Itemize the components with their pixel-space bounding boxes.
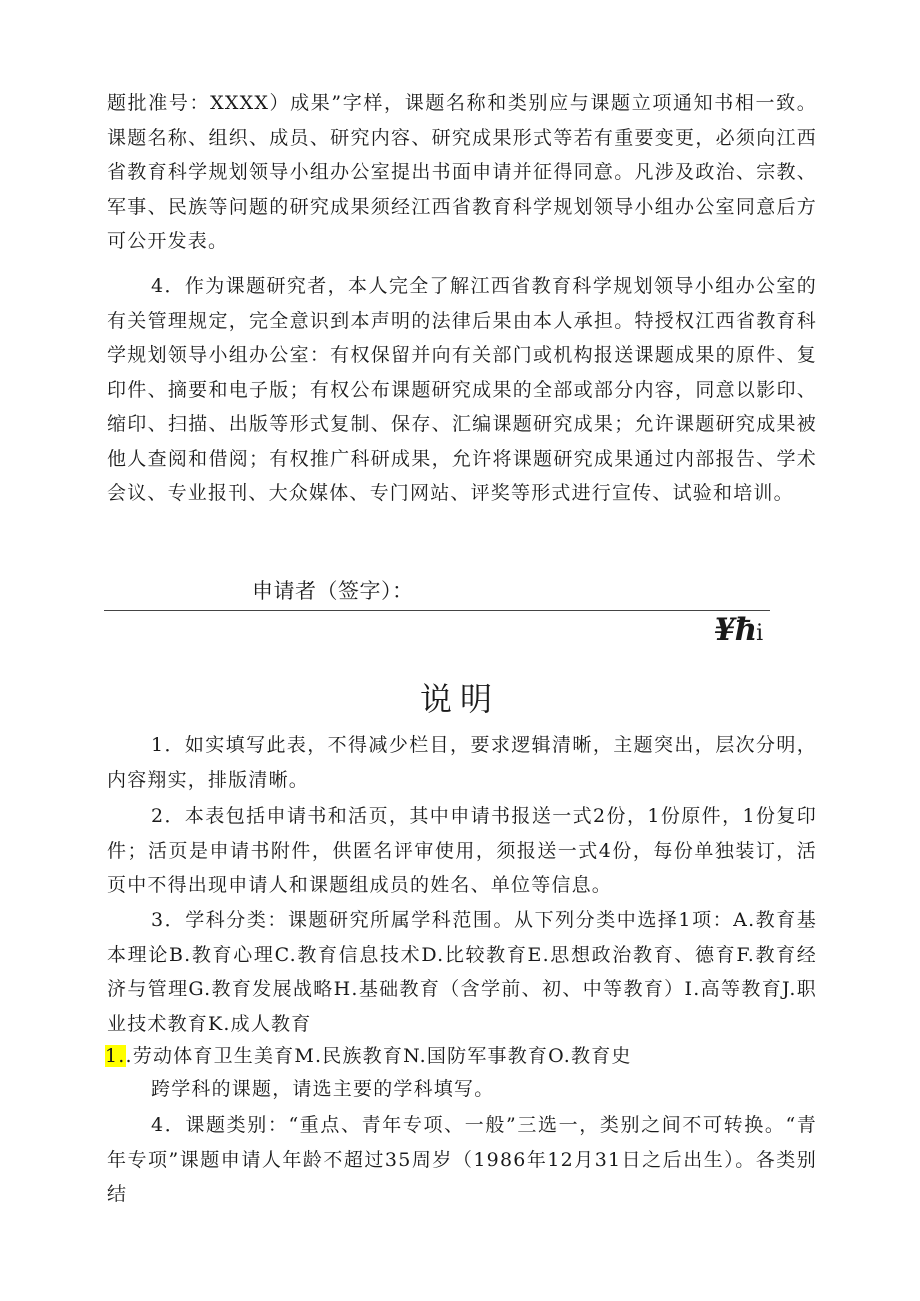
highlighted-marker: 1.	[105, 1045, 126, 1067]
instruction-item-1: 1．如实填写此表，不得减少栏目，要求逻辑清晰，主题突出，层次分明，内容翔实，排版清晰。	[107, 734, 817, 791]
instruction-item-3: 3．学科分类：课题研究所属学科范围。从下列分类中选择1项：A.教育基本理论B.教育心理C.教育信息技术D.比较教育E.思想政治教育、德育F.教育经济与管理G.教育发展战略H.基础教育（含学前、初、中等教育）I.高等教育J.职业技术教育K.成人教育	[107, 909, 817, 1035]
signature-tail: i	[756, 621, 763, 646]
declaration-item-4: 4．作为课题研究者，本人完全了解江西省教育科学规划领导小组办公室的有关管理规定，完全意识到本声明的法律后果由本人承担。特授权江西省教育科学规划领导小组办公室：有权保留并向有关部门或机构报送课题成果的原件、复印件、摘要和电子版；有权公布课题研究成果的全部或部分内容，同意以影印、缩印、扫描、出版等形式复制、保存、汇编课题研究成果；允许课题研究成果被他人查阅和借阅；有权推广科研成果，允许将课题研究成果通过内部报告、学术会议、专业报刊、大众媒体、专门网站、评奖等形式进行宣传、试验和培训。	[107, 275, 817, 504]
instructions-title: 说明	[419, 680, 500, 718]
instruction-item-2: 2．本表包括申请书和活页，其中申请书报送一式2份，1份原件，1份复印件；活页是申请书附件，供匿名评审使用，须报送一式4份，每份单独装订，活页中不得出现申请人和课题组成员的姓名、单位等信息。	[107, 805, 817, 896]
instruction-item-4: 4．课题类别：“重点、青年专项、一般”三选一，类别之间不可转换。“青年专项”课题申请人年龄不超过35周岁（1986年12月31日之后出生）。各类别结	[107, 1114, 817, 1205]
signer-label: 申请者（签字）：	[252, 579, 414, 603]
instruction-item-3-continued-text: .劳动体育卫生美育M.民族教育N.国防军事教育O.教育史	[125, 1045, 632, 1067]
signature-main: ¥ħ	[714, 612, 757, 648]
declaration-paragraph-continued: 题批准号：XXXX）成果”字样，课题名称和类别应与课题立项通知书相一致。课题名称、组织、成员、研究内容、研究成果形式等若有重要变更，必须向江西省教育科学规划领导小组办公室提出书面申请并征得同意。凡涉及政治、宗教、军事、民族等问题的研究成果须经江西省教育科学规划领导小组办公室同意后方可公开发表。	[107, 92, 817, 252]
handwritten-signature	[714, 612, 762, 648]
signature-line	[104, 610, 770, 611]
instruction-item-3-note: 跨学科的课题，请选主要的学科填写。	[151, 1078, 495, 1100]
instruction-item-3-continued	[105, 1039, 632, 1074]
